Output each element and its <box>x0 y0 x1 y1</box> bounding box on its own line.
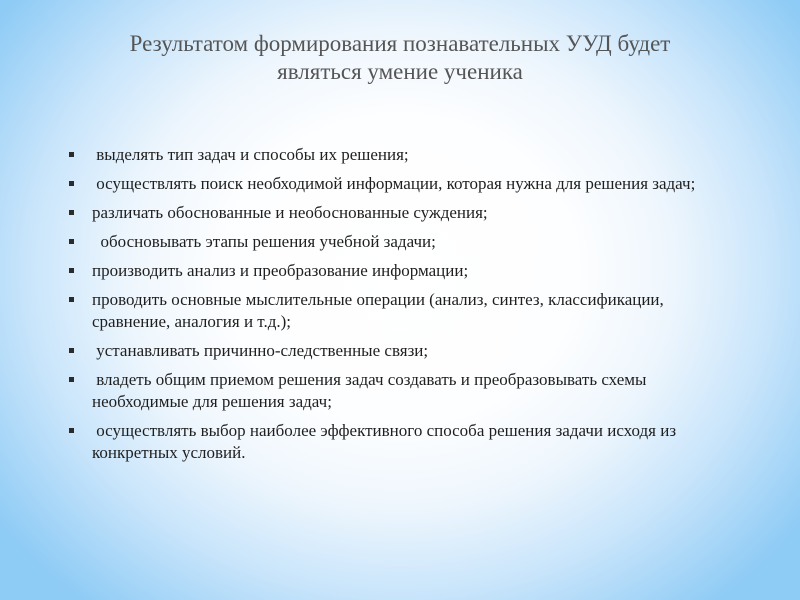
square-bullet-icon <box>69 428 74 433</box>
square-bullet-icon <box>69 268 74 273</box>
bullet-item <box>68 369 718 413</box>
square-bullet-icon <box>69 239 74 244</box>
square-bullet-icon <box>69 377 74 382</box>
bullet-item <box>68 289 718 333</box>
bullet-text: проводить основные мыслительные операции (анализ, синтез, классификации, сравнение, аналогия и т.д.); <box>92 290 669 331</box>
bullet-text: владеть общим приемом решения задач создавать и преобразовывать схемы необходимые для решения задач; <box>92 370 651 411</box>
bullet-item <box>68 340 718 362</box>
slide-title-line-2: являться умение ученика <box>277 59 523 84</box>
bullet-text: обосновывать этапы решения учебной задачи; <box>92 232 436 251</box>
bullet-text: осуществлять поиск необходимой информации, которая нужна для решения задач; <box>92 174 696 193</box>
bullet-text: различать обоснованные и необоснованные суждения; <box>92 203 488 222</box>
bullet-item <box>68 144 718 166</box>
slide-title <box>60 30 740 86</box>
bullet-item <box>68 202 718 224</box>
bullet-list <box>68 144 718 471</box>
bullet-text: выделять тип задач и способы их решения; <box>92 145 409 164</box>
square-bullet-icon <box>69 152 74 157</box>
bullet-text: устанавливать причинно-следственные связи; <box>92 341 429 360</box>
bullet-item <box>68 420 718 464</box>
bullet-text: производить анализ и преобразование информации; <box>92 261 469 280</box>
square-bullet-icon <box>69 210 74 215</box>
bullet-item <box>68 231 718 253</box>
square-bullet-icon <box>69 181 74 186</box>
slide-title-line-1: Результатом формирования познавательных УУД будет <box>129 31 671 56</box>
bullet-text: осуществлять выбор наиболее эффективного способа решения задачи исходя из конкретных условий. <box>92 421 681 462</box>
bullet-item <box>68 173 718 195</box>
square-bullet-icon <box>69 297 74 302</box>
bullet-item <box>68 260 718 282</box>
square-bullet-icon <box>69 348 74 353</box>
